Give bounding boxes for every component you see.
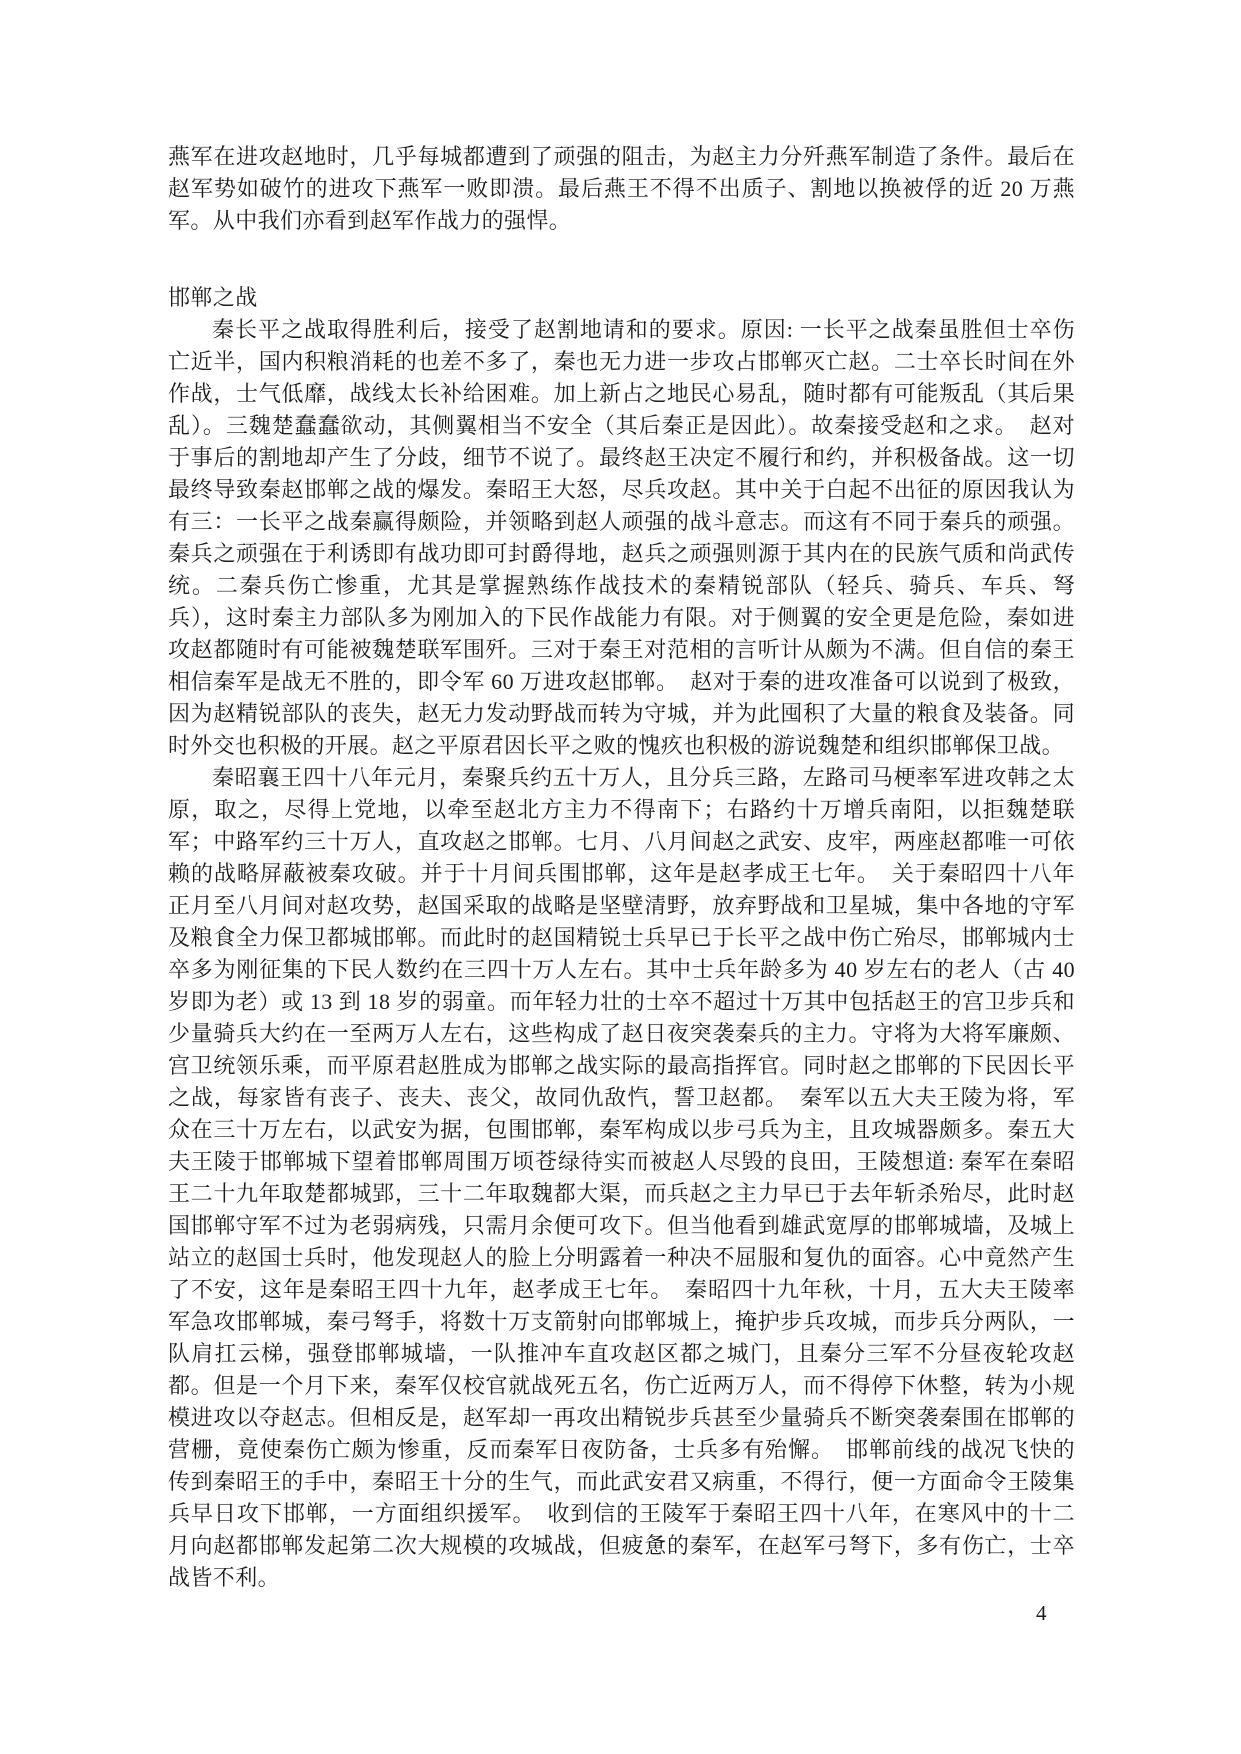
continuation-paragraph: 燕军在进攻赵地时，几乎每城都遭到了顽强的阻击，为赵主力分歼燕军制造了条件。最后在赵军势如破竹的进攻下燕军一败即溃。最后燕王不得不出质子、割地以换被俘的近 20 万燕军。从中我们亦看到赵军作战力的强悍。 [168, 144, 1075, 233]
document-body [168, 141, 1075, 1594]
section-heading: 邯郸之战 [168, 285, 258, 310]
paragraph-campaign: 秦昭襄王四十八年元月，秦聚兵约五十万人，且分兵三路，左路司马梗率军进攻韩之太原，取之，尽得上党地，以牵至赵北方主力不得南下；右路约十万增兵南阳，以拒魏楚联军；中路军约三十万人，直攻赵之邯郸。七月、八月间赵之武安、皮牢，两座赵都唯一可依赖的战略屏蔽被秦攻破。并于十月间兵围邯郸，这年是赵孝成王七年。 关于秦昭四十八年正月至八月间对赵攻势，赵国采取的战略是坚壁清野，放弃野战和卫星城，集中各地的守军及粮食全力保卫都城邯郸。而此时的赵国精锐士兵早已于长平之战中伤亡殆尽，邯郸城内士卒多为刚征集的下民人数约在三四十万人左右。其中士兵年龄多为 40 岁左右的老人（古 40 岁即为老）或 13 到 18 岁的弱童。而年轻力壮的士卒不超过十万其中包括赵王的宫卫步兵和少量骑兵大约在一至两万人左右，这些构成了赵日夜突袭秦兵的主力。守将为大将军廉颇、宫卫统领乐乘，而平原君赵胜成为邯郸之战实际的最高指挥官。同时赵之邯郸的下民因长平之战，每家皆有丧子、丧夫、丧父，故同仇敌忾，誓卫赵都。 秦军以五大夫王陵为将，军众在三十万左右，以武安为据，包围邯郸，秦军构成以步弓兵为主，且攻城器颇多。秦五大夫王陵于邯郸城下望着邯郸周围万顷苍绿待实而被赵人尽毁的良田，王陵想道: 秦军在秦昭王二十九年取楚都城郢，三十二年取魏都大渠，而兵赵之主力早已于去年斩杀殆尽，此时赵国邯郸守军不过为老弱病残，只需月余便可攻下。但当他看到雄武宽厚的邯郸城墙，及城上站立的赵国士兵时，他发现赵人的脸上分明露着一种决不屈服和复仇的面容。心中竟然产生了不安，这年是秦昭王四十九年，赵孝成王七年。 秦昭四十九年秋，十月，五大夫王陵率军急攻邯郸城，秦弓弩手，将数十万支箭射向邯郸城上，掩护步兵攻城，而步兵分两队，一队肩扛云梯，强登邯郸城墙，一队推冲车直攻赵区都之城门，且秦分三军不分昼夜轮攻赵都。但是一个月下来，秦军仅校官就战死五名，伤亡近两万人，而不得停下休整，转为小规模进攻以夺赵志。但相反是，赵军却一再攻出精锐步兵甚至少量骑兵不断突袭秦围在邯郸的营栅，竟使秦伤亡颇为惨重，反而秦军日夜防备，士兵多有殆懈。 邯郸前线的战况飞快的传到秦昭王的手中，秦昭王十分的生气，而此武安君又病重，不得行，便一方面命令王陵集兵早日攻下邯郸，一方面组织援军。 收到信的王陵军于秦昭王四十八年，在寒风中的十二月向赵都邯郸发起第二次大规模的攻城战，但疲惫的秦军，在赵军弓弩下，多有伤亡，士卒战皆不利。 [168, 765, 1075, 1590]
paragraph-causes: 秦长平之战取得胜利后，接受了赵割地请和的要求。原因: 一长平之战秦虽胜但士卒伤亡近半，国内积粮消耗的也差不多了，秦也无力进一步攻占邯郸灭亡赵。二士卒长时间在外作战，士气低靡，战线太长补给困难。加上新占之地民心易乱，随时都有可能叛乱（其后果乱）。三魏楚蠢蠢欲动，其侧翼相当不安全（其后秦正是因此）。故秦接受赵和之求。 赵对于事后的割地却产生了分歧，细节不说了。最终赵王决定不履行和约，并积极备战。这一切最终导致秦赵邯郸之战的爆发。秦昭王大怒，尽兵攻赵。其中关于白起不出征的原因我认为有三：一长平之战秦赢得颇险，并领略到赵人顽强的战斗意志。而这有不同于秦兵的顽强。秦兵之顽强在于利诱即有战功即可封爵得地，赵兵之顽强则源于其内在的民族气质和尚武传统。二秦兵伤亡惨重，尤其是掌握熟练作战技术的秦精锐部队（轻兵、骑兵、车兵、弩兵），这时秦主力部队多为刚加入的下民作战能力有限。对于侧翼的安全更是危险，秦如进攻赵都随时有可能被魏楚联军围歼。三对于秦王对范相的言听计从颇为不满。但自信的秦王相信秦军是战无不胜的，即令军 60 万进攻赵邯郸。 赵对于秦的进攻准备可以说到了极致，因为赵精锐部队的丧失，赵无力发动野战而转为守城，并为此囤积了大量的粮食及装备。同时外交也积极的开展。赵之平原君因长平之败的愧疚也积极的游说魏楚和组织邯郸保卫战。 [168, 317, 1075, 758]
page-number: 4 [1036, 1601, 1047, 1625]
